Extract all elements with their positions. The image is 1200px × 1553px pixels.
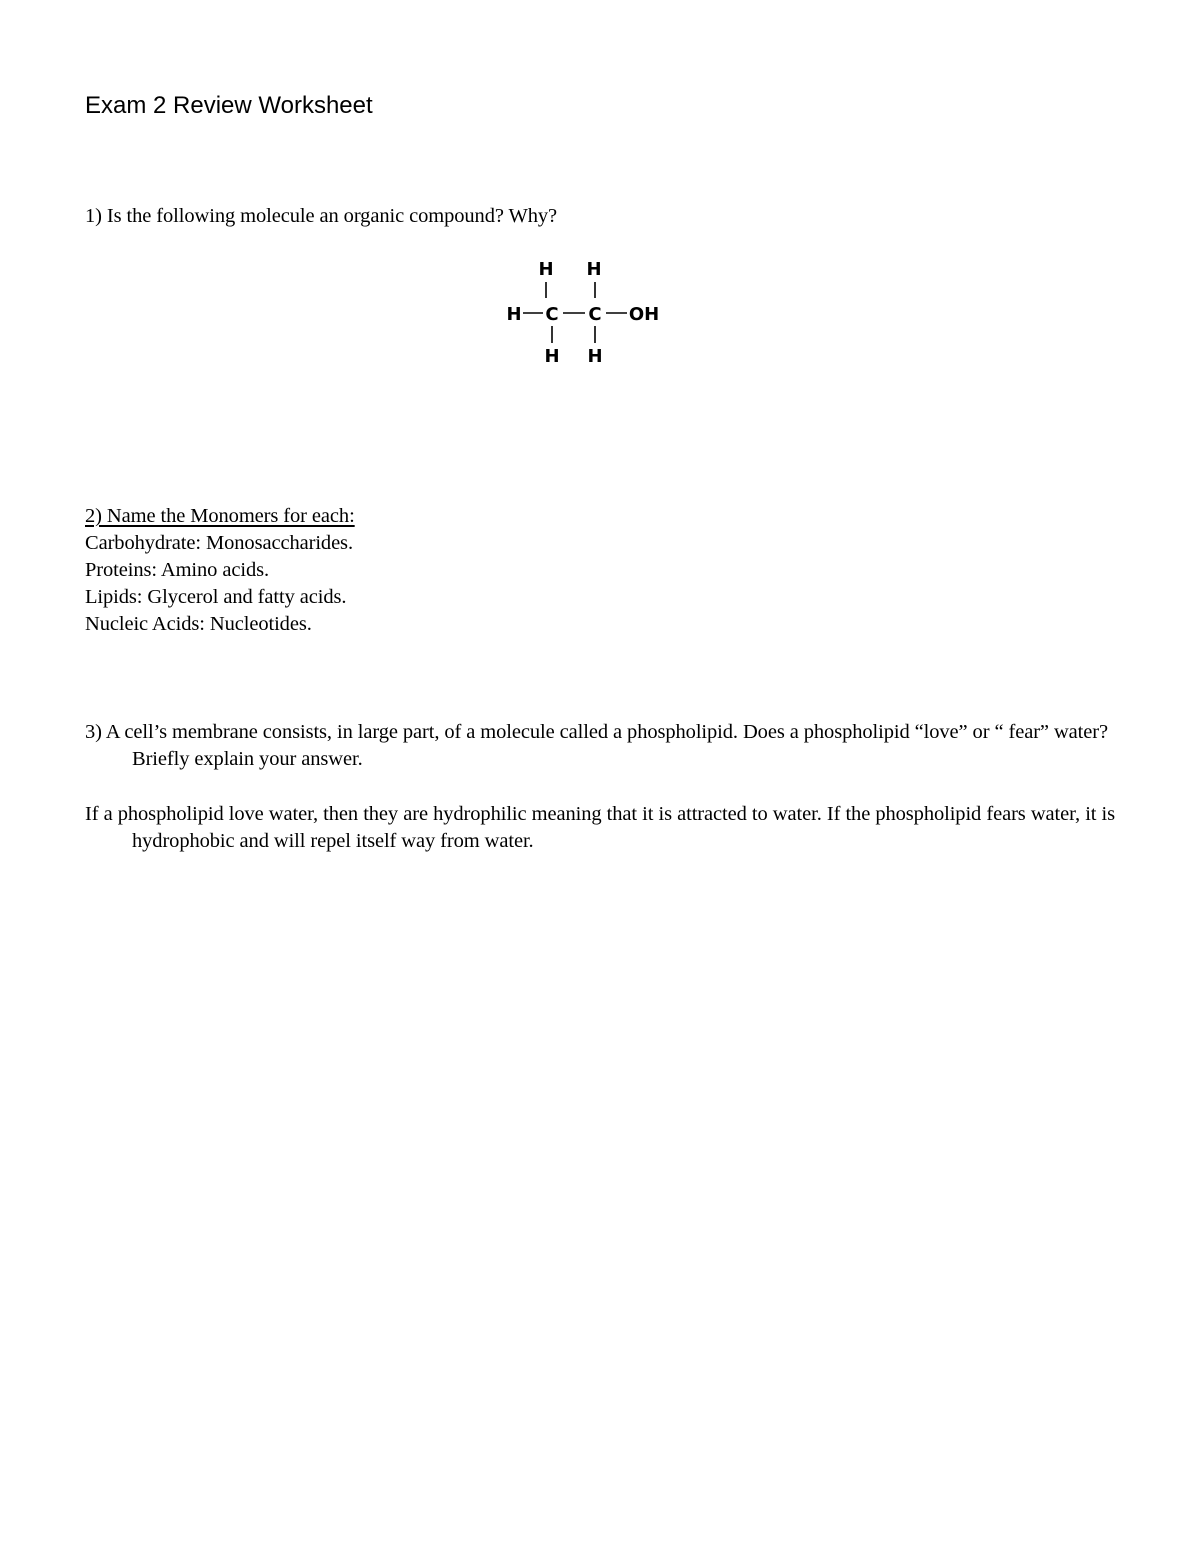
question-3-text: 3) A cell’s membrane consists, in large part, of a molecule called a phospholipid. Does a phospholipid “love” or “ fear” water? Briefly explain your answer.: [85, 721, 1108, 770]
group-oh: OH: [628, 304, 660, 325]
atom-h-top-2: H: [586, 259, 602, 280]
atom-c-1: C: [545, 304, 559, 325]
bonds: [523, 282, 627, 343]
answer-3: [85, 801, 1115, 855]
question-1: 1) Is the following molecule an organic compound? Why?: [85, 205, 558, 227]
question-2-heading: 2) Name the Monomers for each:: [85, 505, 355, 527]
answer-line-lipids: Lipids: Glycerol and fatty acids.: [85, 586, 347, 608]
answer-line-carbohydrate: Carbohydrate: Monosaccharides.: [85, 532, 353, 554]
page-title: Exam 2 Review Worksheet: [85, 92, 373, 119]
atom-c-2: C: [588, 304, 602, 325]
atom-h-bottom-2: H: [587, 346, 603, 367]
answer-3-text: If a phospholipid love water, then they are hydrophilic meaning that it is attracted to water. If the phospholipid fears water, it is hydrophobic and will repel itself way from water.: [85, 803, 1115, 852]
atom-h-bottom-1: H: [544, 346, 560, 367]
atom-h-top-1: H: [538, 259, 554, 280]
question-3: [85, 719, 1115, 773]
answer-line-proteins: Proteins: Amino acids.: [85, 559, 270, 581]
ethanol-structure-diagram: [500, 252, 670, 372]
atom-h-left: H: [506, 304, 522, 325]
question-2: [85, 503, 355, 638]
answer-line-nucleic-acids: Nucleic Acids: Nucleotides.: [85, 613, 312, 635]
